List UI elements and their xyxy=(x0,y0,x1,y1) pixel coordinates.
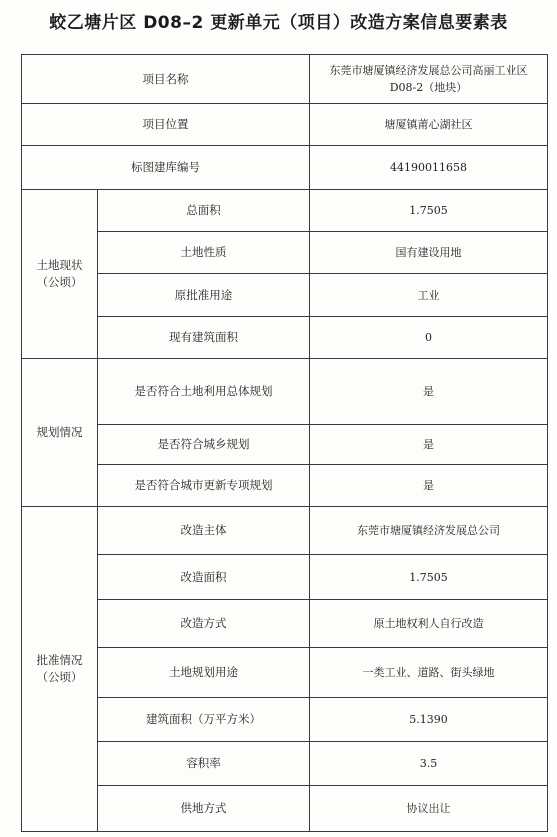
land-status-group-title: 土地现状 xyxy=(36,258,83,272)
table-row xyxy=(22,317,548,359)
project-location-value: 塘厦镇莆心湖社区 xyxy=(310,104,548,146)
approval-label: 土地规划用途 xyxy=(98,648,310,698)
approval-value: 一类工业、道路、街头绿地 xyxy=(310,648,548,698)
table-row xyxy=(22,648,548,698)
land-status-label: 原批准用途 xyxy=(98,274,310,317)
table-row xyxy=(22,274,548,317)
planning-group-title: 规划情况 xyxy=(36,425,83,439)
approval-label: 建筑面积（万平方米） xyxy=(98,698,310,742)
table-row xyxy=(22,555,548,600)
table-row xyxy=(22,786,548,832)
land-status-value: 工业 xyxy=(310,274,548,317)
planning-label: 是否符合城乡规划 xyxy=(98,425,310,465)
table-row xyxy=(22,600,548,648)
approval-group-label xyxy=(22,507,98,832)
project-name-value-line1: 东莞市塘厦镇经济发展总公司高丽工业区 xyxy=(329,64,528,77)
land-status-label: 总面积 xyxy=(98,190,310,232)
approval-value: 5.1390 xyxy=(310,698,548,742)
table-row xyxy=(22,55,548,104)
map-code-value: 44190011658 xyxy=(310,146,548,190)
table-row xyxy=(22,465,548,507)
approval-label: 改造主体 xyxy=(98,507,310,555)
table-row xyxy=(22,104,548,146)
project-name-value-line2: D08-2（地块） xyxy=(389,81,468,94)
project-location-label: 项目位置 xyxy=(22,104,310,146)
land-status-value: 0 xyxy=(310,317,548,359)
planning-value: 是 xyxy=(310,425,548,465)
approval-value: 1.7505 xyxy=(310,555,548,600)
project-name-label: 项目名称 xyxy=(22,55,310,104)
document-title: 蛟乙塘片区 D08–2 更新单元（项目）改造方案信息要素表 xyxy=(49,13,508,33)
info-table xyxy=(21,54,548,832)
approval-group-unit: （公顷） xyxy=(36,670,83,684)
land-status-group-unit: （公顷） xyxy=(36,275,83,289)
approval-value: 协议出让 xyxy=(310,786,548,832)
table-row xyxy=(22,232,548,274)
approval-value: 原土地权利人自行改造 xyxy=(310,600,548,648)
approval-value: 东莞市塘厦镇经济发展总公司 xyxy=(310,507,548,555)
map-code-label: 标图建库编号 xyxy=(22,146,310,190)
table-row xyxy=(22,742,548,786)
table-row xyxy=(22,698,548,742)
planning-label: 是否符合城市更新专项规划 xyxy=(98,465,310,507)
planning-value: 是 xyxy=(310,465,548,507)
approval-label: 改造方式 xyxy=(98,600,310,648)
planning-value: 是 xyxy=(310,359,548,425)
table-row xyxy=(22,359,548,425)
table-row xyxy=(22,507,548,555)
land-status-group-label xyxy=(22,190,98,359)
project-name-value xyxy=(310,55,548,104)
land-status-value: 国有建设用地 xyxy=(310,232,548,274)
approval-value: 3.5 xyxy=(310,742,548,786)
land-status-label: 土地性质 xyxy=(98,232,310,274)
land-status-label: 现有建筑面积 xyxy=(98,317,310,359)
approval-group-title: 批准情况 xyxy=(36,653,83,667)
approval-label: 改造面积 xyxy=(98,555,310,600)
table-row xyxy=(22,146,548,190)
planning-label: 是否符合土地利用总体规划 xyxy=(98,359,310,425)
table-row xyxy=(22,190,548,232)
approval-label: 容积率 xyxy=(98,742,310,786)
land-status-value: 1.7505 xyxy=(310,190,548,232)
planning-group-label xyxy=(22,359,98,507)
table-row xyxy=(22,425,548,465)
approval-label: 供地方式 xyxy=(98,786,310,832)
